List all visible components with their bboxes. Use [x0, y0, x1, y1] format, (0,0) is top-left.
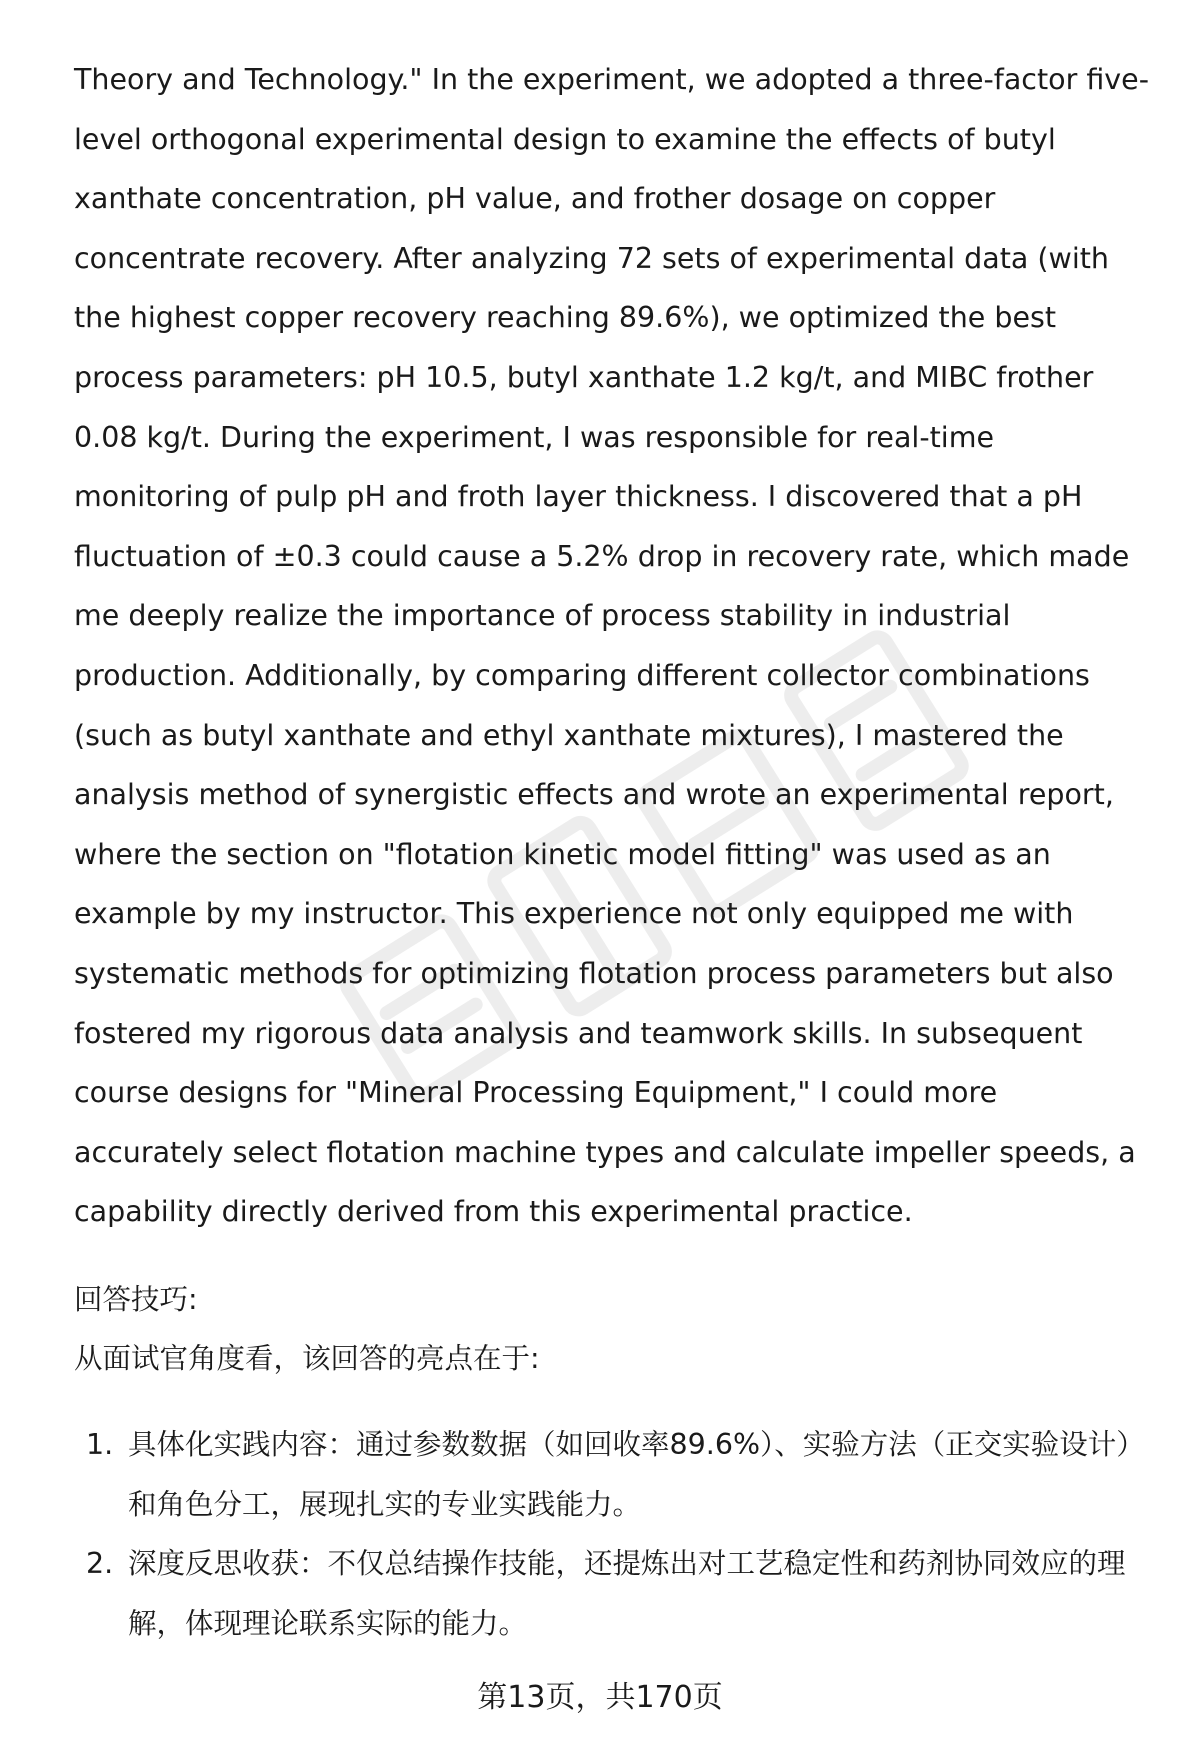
list-item-number: 2. [86, 1547, 114, 1581]
list-item-number: 1. [86, 1428, 114, 1462]
page-footer: 第13页，共170页 [477, 1680, 723, 1715]
list-item [74, 1534, 1154, 1653]
list-item-text: 具体化实践内容：通过参数数据（如回收率89.6%）、实验方法（正交实验设计）和角色分工，展现扎实的专业实践能力。 [128, 1428, 1145, 1521]
answer-paragraph: Theory and Technology." In the experiment, we adopted a three-factor five-level orthogonal experimental design to examine the effects of butyl xanthate concentration, pH value, and frother dosage on copper concentrate recovery. After analyzing 72 sets of experimental data (with the highest copper recovery reaching 89.6%), we optimized the best process parameters: pH 10.5, butyl xanthate 1.2 kg/t, and MIBC frother 0.08 kg/t. During the experiment, I was responsible for real-time monitoring of pulp pH and froth layer thickness. I discovered that a pH fluctuation of ±0.3 could cause a 5.2% drop in recovery rate, which made me deeply realize the importance of process stability in industrial production. Additionally, by comparing different collector combinations (such as butyl xanthate and ethyl xanthate mixtures), I mastered the analysis method of synergistic effects and wrote an experimental report, where the section on "flotation kinetic model fitting" was used as an example by my instructor. This experience not only equipped me with systematic methods for optimizing flotation process parameters but also fostered my rigorous data analysis and teamwork skills. In subsequent course designs for "Mineral Processing Equipment," I could more accurately select flotation machine types and calculate impeller speeds, a capability directly derived from this experimental practice. [74, 63, 1149, 1229]
tips-intro: 从面试官角度看，该回答的亮点在于: [74, 1342, 540, 1376]
list-item-text: 深度反思收获：不仅总结操作技能，还提炼出对工艺稳定性和药剂协同效应的理解，体现理论联系实际的能力。 [128, 1547, 1126, 1640]
tips-list [74, 1415, 1154, 1653]
list-item [74, 1415, 1154, 1534]
tips-heading: 回答技巧: [74, 1282, 198, 1316]
main-content [74, 50, 1154, 1653]
